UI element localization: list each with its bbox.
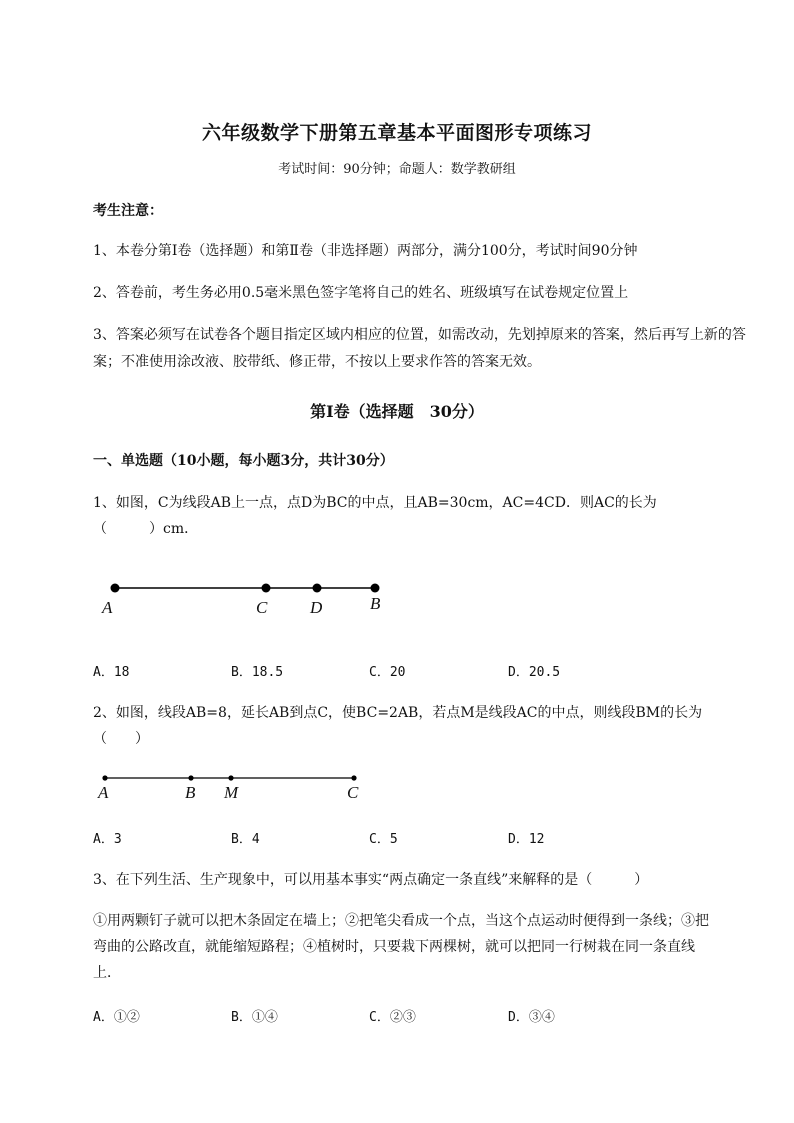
option-d[interactable]: D．③④ [508, 1010, 555, 1025]
question-stem: （ ） [93, 731, 149, 747]
question-body-line: ①用两颗钉子就可以把木条固定在墙上；②把笔尖看成一个点，当这个点运动时便得到一条线；③把 [93, 913, 709, 929]
note-item: 3、答案必须写在试卷各个题目指定区域内相应的位置，如需改动，先划掉原来的答案，然后再写上新的答案；不准使用涂改液、胶带纸、修正带，不按以上要求作答的答案无效。 [93, 327, 746, 370]
notes-heading: 考生注意： [93, 203, 163, 219]
point-label: D [310, 598, 323, 617]
option-a[interactable]: A．3 [93, 832, 122, 847]
question-stem: 3、在下列生活、生产现象中，可以用基本事实“两点确定一条直线”来解释的是（ ） [93, 872, 649, 888]
option-d[interactable]: D．12 [508, 832, 545, 847]
point-marker [262, 584, 271, 593]
option-c[interactable]: C．20 [369, 665, 406, 680]
option-a[interactable]: A．18 [93, 665, 130, 680]
point-marker [313, 584, 322, 593]
point-label: B [185, 783, 196, 802]
note-item: 1、本卷分第I卷（选择题）和第Ⅱ卷（非选择题）两部分，满分100分，考试时间90分钟 [93, 243, 638, 259]
question-stem: 1、如图，C为线段AB上一点，点D为BC的中点，且AB=30cm，AC=4CD．则AC的长为 [93, 495, 657, 511]
section-title: 第I卷（选择题 30分） [310, 402, 484, 421]
point-label: C [347, 783, 359, 802]
point-marker [188, 775, 193, 780]
point-label: A [98, 783, 109, 802]
point-marker [371, 584, 380, 593]
question-body-line: 上． [93, 965, 121, 981]
point-marker [102, 775, 107, 780]
option-c[interactable]: C．5 [369, 832, 398, 847]
point-label: C [256, 598, 268, 617]
question-stem: 2、如图，线段AB=8，延长AB到点C，使BC=2AB，若点M是线段AC的中点，则线段BM的长为 [93, 705, 703, 721]
segment-figure-q1 [95, 570, 395, 625]
option-c[interactable]: C．②③ [369, 1010, 416, 1025]
point-marker [228, 775, 233, 780]
option-b[interactable]: B．18.5 [231, 665, 284, 680]
point-label: A [102, 598, 113, 617]
option-b[interactable]: B．①④ [231, 1010, 278, 1025]
point-marker [111, 584, 120, 593]
point-label: M [224, 783, 239, 802]
note-item: 2、答卷前，考生务必用0.5毫米黑色签字笔将自己的姓名、班级填写在试卷规定位置上 [93, 285, 629, 301]
question-body-line: 弯曲的公路改直，就能缩短路程；④植树时，只要栽下两棵树，就可以把同一行树栽在同一条直线 [93, 939, 695, 955]
question-stem: （ ）cm． [93, 521, 199, 537]
point-marker [351, 775, 356, 780]
option-a[interactable]: A．①② [93, 1010, 140, 1025]
part-heading: 一、单选题（10小题，每小题3分，共计30分） [93, 453, 394, 469]
point-label: B [370, 594, 381, 613]
page-subtitle: 考试时间：90分钟；命题人：数学教研组 [278, 162, 516, 177]
option-b[interactable]: B．4 [231, 832, 260, 847]
page-title: 六年级数学下册第五章基本平面图形专项练习 [201, 122, 592, 144]
option-d[interactable]: D．20.5 [508, 665, 561, 680]
